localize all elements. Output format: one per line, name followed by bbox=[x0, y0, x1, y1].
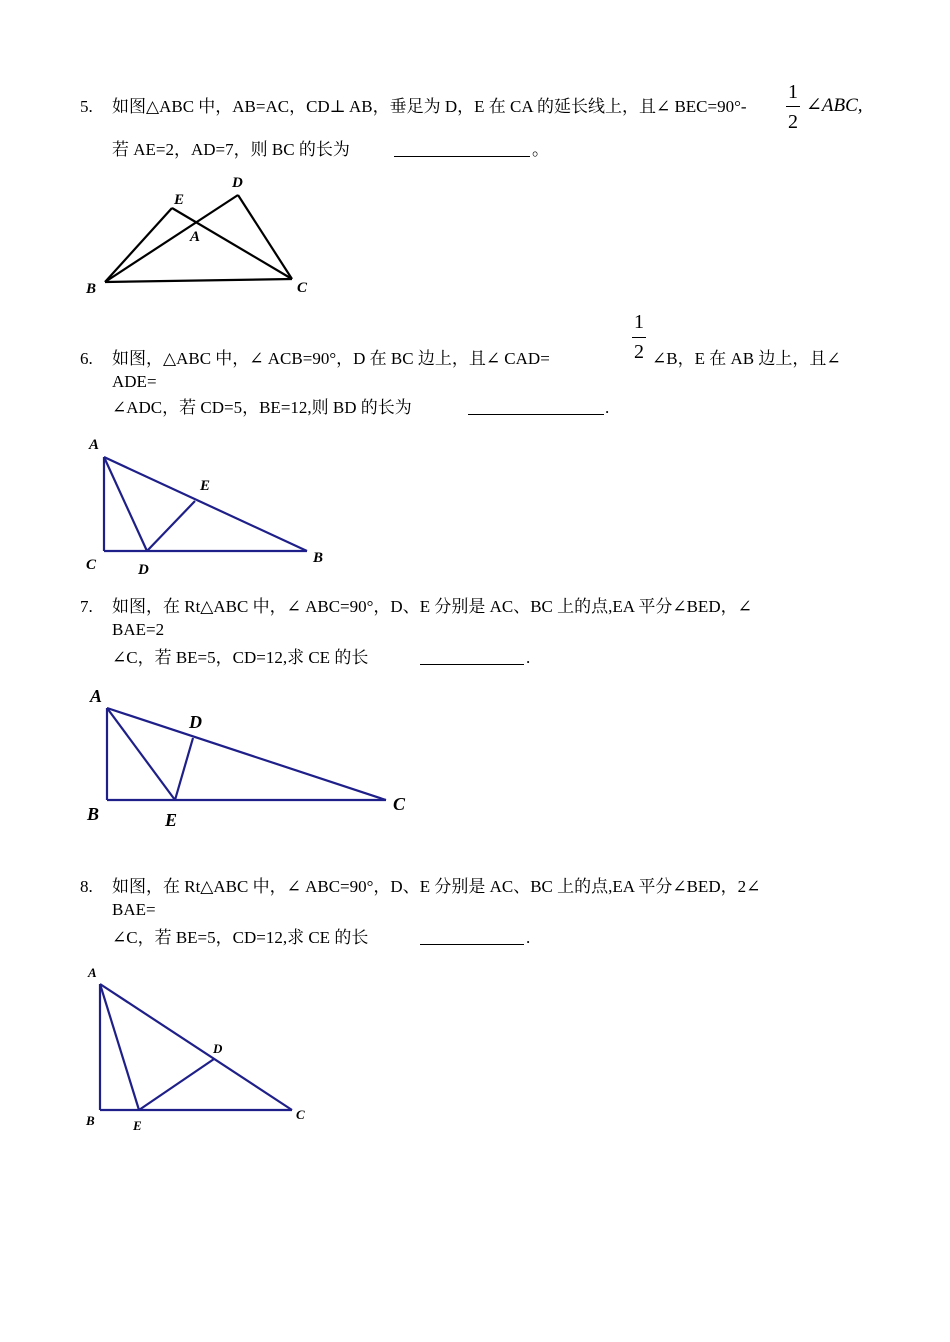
label-D: D bbox=[213, 1041, 223, 1056]
label-B: B bbox=[87, 804, 100, 824]
label-D: D bbox=[189, 712, 202, 732]
label-E: E bbox=[174, 192, 185, 208]
problem-text-tail: ∠ABC, bbox=[806, 95, 863, 116]
problem-text-end: 。 bbox=[532, 140, 549, 159]
problem-text-tail: ∠B，E 在 AB 边上，且∠ bbox=[652, 349, 841, 368]
label-E: E bbox=[165, 810, 178, 830]
problem-text-end: . bbox=[526, 928, 531, 947]
label-E: E bbox=[200, 478, 211, 494]
problem-text-line1b: ADE= bbox=[112, 372, 157, 391]
problem-number: 8. bbox=[80, 877, 93, 896]
label-C: C bbox=[296, 1107, 305, 1122]
problem-number: 5. bbox=[80, 97, 93, 116]
problem-text-line1: 如图，在 Rt△ABC 中，∠ ABC=90°，D、E 分别是 AC、BC 上的点,EA 平分∠BED，2∠ bbox=[112, 877, 761, 896]
label-A: A bbox=[88, 965, 97, 980]
label-D: D bbox=[232, 175, 243, 191]
label-B: B bbox=[86, 1113, 95, 1128]
problem-text-line1b: BAE=2 bbox=[112, 620, 165, 639]
problem-text-line1b: BAE= bbox=[112, 900, 156, 919]
segment-ED bbox=[139, 1059, 214, 1110]
label-C: C bbox=[393, 794, 406, 814]
label-B: B bbox=[313, 550, 324, 566]
fraction-numerator: 1 bbox=[788, 81, 798, 103]
problem-number: 7. bbox=[80, 597, 93, 616]
label-A: A bbox=[190, 229, 201, 245]
problem-text-line2: 若 AE=2，AD=7，则 BC 的长为 bbox=[112, 140, 350, 159]
label-A: A bbox=[89, 437, 100, 453]
segment-AE bbox=[100, 984, 139, 1110]
problem-text-line2: ∠C，若 BE=5，CD=12,求 CE 的长 bbox=[112, 648, 369, 667]
label-D: D bbox=[138, 562, 149, 578]
segment-AC bbox=[100, 984, 292, 1110]
label-E: E bbox=[133, 1118, 142, 1133]
problem-text-line1: 如图，在 Rt△ABC 中，∠ ABC=90°，D、E 分别是 AC、BC 上的点,EA 平分∠BED，∠ bbox=[112, 597, 752, 616]
label-C: C bbox=[297, 280, 308, 296]
problem-text-line2: ∠ADC，若 CD=5，BE=12,则 BD 的长为 bbox=[112, 398, 412, 417]
fraction-denominator: 2 bbox=[788, 111, 798, 133]
label-C: C bbox=[86, 557, 97, 573]
problem-text-end: . bbox=[605, 398, 610, 417]
problem-text-line2: ∠C，若 BE=5，CD=12,求 CE 的长 bbox=[112, 928, 369, 947]
fraction-denominator: 2 bbox=[634, 341, 644, 363]
problem-text-line1: 如图，△ABC 中，∠ ACB=90°，D 在 BC 边上，且∠ CAD= bbox=[112, 349, 550, 368]
problem-text-end: . bbox=[526, 648, 531, 667]
label-A: A bbox=[90, 686, 103, 706]
problem-number: 6. bbox=[80, 349, 93, 368]
fraction-numerator: 1 bbox=[634, 311, 644, 333]
problem-text-line1: 如图△ABC 中，AB=AC，CD⊥ AB，垂足为 D，E 在 CA 的延长线上，且∠ BEC=90°- bbox=[112, 97, 747, 116]
label-B: B bbox=[86, 281, 97, 297]
